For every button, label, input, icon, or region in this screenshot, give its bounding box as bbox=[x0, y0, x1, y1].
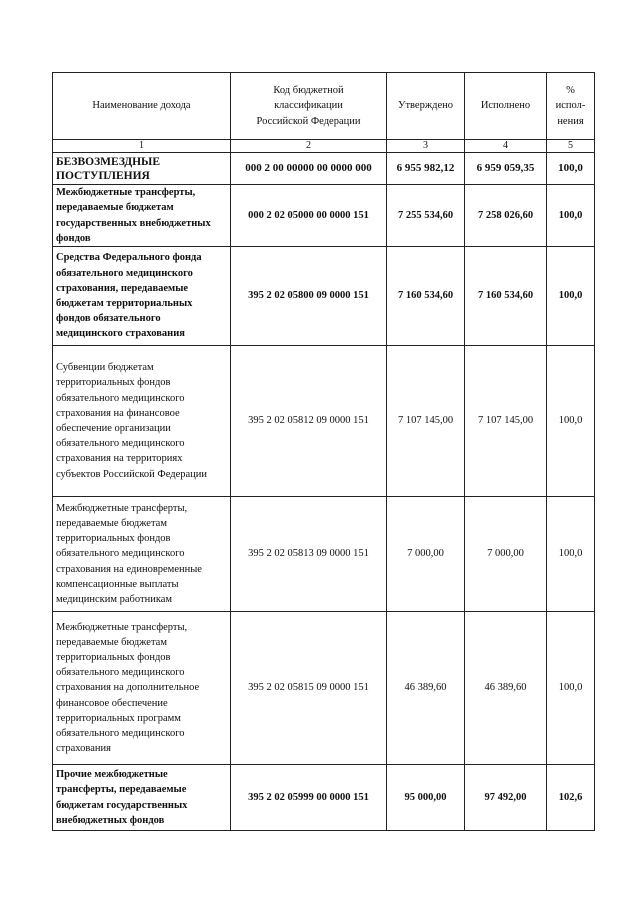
execution-percent: 100,0 bbox=[547, 185, 595, 247]
budget-income-table bbox=[52, 72, 595, 831]
header-name: Наименование дохода bbox=[53, 73, 231, 140]
budget-code: 395 2 02 05813 09 0000 151 bbox=[231, 497, 387, 612]
column-number: 5 bbox=[547, 140, 595, 153]
column-number: 2 bbox=[231, 140, 387, 153]
table-header-row bbox=[53, 73, 595, 140]
executed-amount: 97 492,00 bbox=[465, 765, 547, 831]
executed-amount: 7 258 026,60 bbox=[465, 185, 547, 247]
executed-amount: 7 160 534,60 bbox=[465, 247, 547, 346]
budget-code: 395 2 02 05815 09 0000 151 bbox=[231, 612, 387, 765]
execution-percent: 100,0 bbox=[547, 497, 595, 612]
approved-amount: 95 000,00 bbox=[387, 765, 465, 831]
budget-code: 395 2 02 05800 09 0000 151 bbox=[231, 247, 387, 346]
approved-amount: 46 389,60 bbox=[387, 612, 465, 765]
column-number: 3 bbox=[387, 140, 465, 153]
budget-code: 000 2 00 00000 00 0000 000 bbox=[231, 153, 387, 185]
execution-percent: 100,0 bbox=[547, 346, 595, 497]
income-name: Субвенции бюджетам территориальных фондов обязательного медицинского страхования на финансовое обеспечение организации обязательного медицинского страхования на территориях субъектов Российской Федерации bbox=[53, 346, 231, 497]
budget-code: 395 2 02 05999 00 0000 151 bbox=[231, 765, 387, 831]
executed-amount: 46 389,60 bbox=[465, 612, 547, 765]
column-number: 4 bbox=[465, 140, 547, 153]
table-row bbox=[53, 497, 595, 612]
approved-amount: 7 255 534,60 bbox=[387, 185, 465, 247]
executed-amount: 7 000,00 bbox=[465, 497, 547, 612]
table-row bbox=[53, 153, 595, 185]
approved-amount: 7 160 534,60 bbox=[387, 247, 465, 346]
execution-percent: 102,6 bbox=[547, 765, 595, 831]
budget-code: 395 2 02 05812 09 0000 151 bbox=[231, 346, 387, 497]
budget-code: 000 2 02 05000 00 0000 151 bbox=[231, 185, 387, 247]
income-name: Прочие межбюджетные трансферты, передаваемые бюджетам государственных внебюджетных фондов bbox=[53, 765, 231, 831]
execution-percent: 100,0 bbox=[547, 612, 595, 765]
table-row bbox=[53, 185, 595, 247]
execution-percent: 100,0 bbox=[547, 247, 595, 346]
approved-amount: 7 000,00 bbox=[387, 497, 465, 612]
header-approved: Утверждено bbox=[387, 73, 465, 140]
table-row bbox=[53, 346, 595, 497]
income-name: Межбюджетные трансферты, передаваемые бюджетам территориальных фондов обязательного медицинского страхования на единовременные компенсационные выплаты медицинским работникам bbox=[53, 497, 231, 612]
header-percent: % испол-нения bbox=[547, 73, 595, 140]
execution-percent: 100,0 bbox=[547, 153, 595, 185]
executed-amount: 6 959 059,35 bbox=[465, 153, 547, 185]
income-name: Межбюджетные трансферты, передаваемые бюджетам государственных внебюджетных фондов bbox=[53, 185, 231, 247]
table-row bbox=[53, 612, 595, 765]
approved-amount: 7 107 145,00 bbox=[387, 346, 465, 497]
column-numbers-row bbox=[53, 140, 595, 153]
income-name: Межбюджетные трансферты, передаваемые бюджетам территориальных фондов обязательного медицинского страхования на дополнительное финансовое обеспечение территориальных программ обязательного медицинского страхования bbox=[53, 612, 231, 765]
table-row bbox=[53, 247, 595, 346]
executed-amount: 7 107 145,00 bbox=[465, 346, 547, 497]
income-name: Средства Федерального фонда обязательного медицинского страхования, передаваемые бюджетам территориальных фондов обязательного медицинского страхования bbox=[53, 247, 231, 346]
approved-amount: 6 955 982,12 bbox=[387, 153, 465, 185]
header-code: Код бюджетной классификации Российской Федерации bbox=[231, 73, 387, 140]
table-row bbox=[53, 765, 595, 831]
income-name: БЕЗВОЗМЕЗДНЫЕ ПОСТУПЛЕНИЯ bbox=[53, 153, 231, 185]
header-executed: Исполнено bbox=[465, 73, 547, 140]
column-number: 1 bbox=[53, 140, 231, 153]
